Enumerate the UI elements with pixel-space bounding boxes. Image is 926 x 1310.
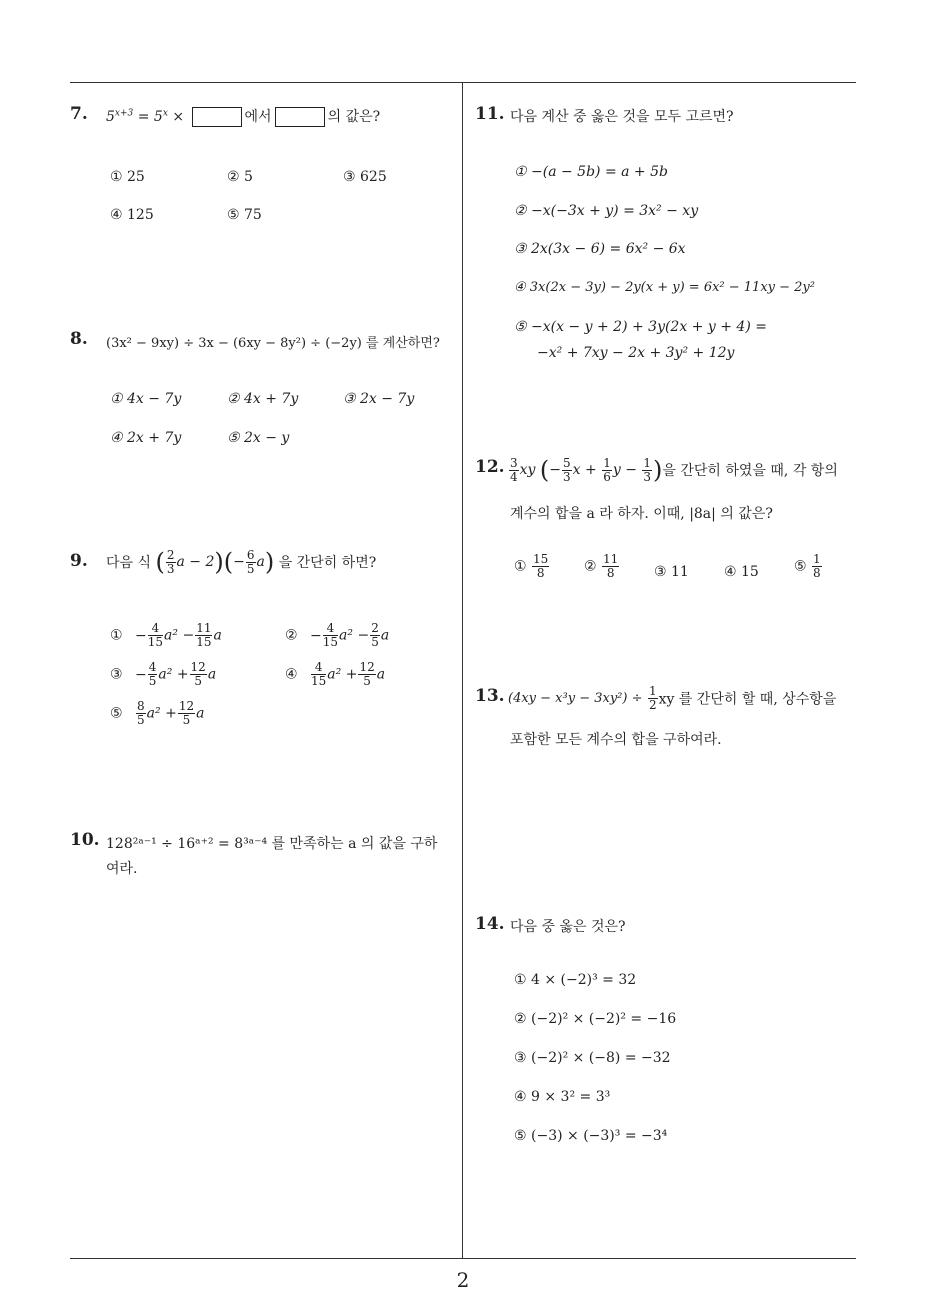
option[interactable]: ④ 2x + 7y	[110, 430, 182, 446]
question-stem: (3x² − 9xy) ÷ 3x − (6xy − 8y²) ÷ (−2y) 를 계산하면?	[106, 336, 440, 351]
option[interactable]: ④ 15	[724, 564, 759, 580]
answer-box	[192, 107, 242, 127]
option[interactable]: ④ 125	[110, 207, 154, 223]
option[interactable]: ② 5	[227, 169, 253, 185]
option[interactable]: ③ 2x(3x − 6) = 6x² − 6x	[514, 241, 686, 257]
question-stem: 다음 식 ( $\frac{2}{3}$ a − 2)(− $\frac{6}{5}$ a) 을 간단히 하면?	[106, 547, 377, 576]
top-rule	[70, 82, 856, 83]
question-number: 13.	[475, 686, 505, 706]
question-number: 10.	[70, 830, 100, 850]
fraction: $\frac{6}{5}$	[246, 547, 255, 576]
question-number: 12.	[475, 457, 505, 477]
option[interactable]: ② (−2)² × (−2)² = −16	[514, 1011, 677, 1027]
option[interactable]: ⑤ $\frac{8}{5}$ a² + $\frac{12}{5}$ a	[110, 699, 205, 727]
option[interactable]: ① $\frac{15}{8}$	[514, 552, 549, 580]
option[interactable]: ① − $\frac{4}{15}$ a² − $\frac{11}{15}$ a	[110, 621, 222, 649]
question-number: 14.	[475, 914, 505, 934]
page-number: 2	[456, 1268, 470, 1292]
option[interactable]: ⑤ −x(x − y + 2) + 3y(2x + y + 4) =	[514, 319, 767, 335]
option[interactable]: ③ (−2)² × (−8) = −32	[514, 1050, 671, 1066]
option[interactable]: ⑤ 2x − y	[227, 430, 290, 446]
answer-box	[275, 107, 325, 127]
option[interactable]: ③ 11	[654, 564, 689, 580]
question-stem: 다음 계산 중 옳은 것을 모두 고르면?	[510, 109, 734, 125]
option[interactable]: ⑤ 75	[227, 207, 262, 223]
question-stem: $\frac{3}{4}$ xy (− $\frac{5}{3}$ x + $\frac{1}{6}$ y − $\frac{1}{3}$ )을 간단히 하였을 때, 각 항의	[510, 455, 838, 484]
option[interactable]: ④ 9 × 3² = 3³	[514, 1089, 611, 1105]
option[interactable]: ① 25	[110, 169, 145, 185]
option[interactable]: ② $\frac{11}{8}$	[584, 552, 619, 580]
option[interactable]: ③ 625	[343, 169, 387, 185]
option[interactable]: ④ 3x(2x − 3y) − 2y(x + y) = 6x² − 11xy − 2y²	[514, 280, 815, 295]
option[interactable]: ③ 2x − 7y	[343, 391, 415, 407]
option[interactable]: ⑤ (−3) × (−3)³ = −3⁴	[514, 1128, 668, 1144]
question-stem: 128²ᵃ⁻¹ ÷ 16ᵃ⁺² = 8³ᵃ⁻⁴ 를 만족하는 a 의 값을 구하	[106, 836, 438, 852]
question-number: 8.	[70, 329, 88, 349]
question-number: 9.	[70, 551, 88, 571]
option[interactable]: ② −x(−3x + y) = 3x² − xy	[514, 203, 699, 219]
option[interactable]: ① 4x − 7y	[110, 391, 182, 407]
question-stem-cont: 포함한 모든 계수의 합을 구하여라.	[510, 732, 722, 748]
question-number: 11.	[475, 104, 505, 124]
question-number: 7.	[70, 104, 88, 124]
option-cont: −x² + 7xy − 2x + 3y² + 12y	[537, 345, 735, 361]
option[interactable]: ③ − $\frac{4}{5}$ a² + $\frac{12}{5}$ a	[110, 660, 217, 688]
option[interactable]: ① 4 × (−2)³ = 32	[514, 972, 637, 988]
question-stem-cont: 계수의 합을 a 라 하자. 이때, |8a| 의 값은?	[510, 506, 773, 522]
bottom-rule	[70, 1258, 856, 1259]
question-stem: (4xy − x³y − 3xy²) ÷ $\frac{1}{2}$ xy 를 간단히 할 때, 상수항을	[508, 684, 837, 712]
option[interactable]: ① −(a − 5b) = a + 5b	[514, 164, 668, 180]
question-stem: $5^{x+3} = 5^x$ × 에서 의 값은?	[106, 108, 381, 125]
column-divider	[462, 82, 463, 1259]
option[interactable]: ④ $\frac{4}{15}$ a² + $\frac{12}{5}$ a	[285, 660, 386, 688]
fraction: $\frac{2}{3}$	[166, 547, 175, 576]
option[interactable]: ② 4x + 7y	[227, 391, 299, 407]
option[interactable]: ⑤ $\frac{1}{8}$	[794, 552, 821, 580]
question-stem-cont: 여라.	[106, 861, 138, 877]
question-stem: 다음 중 옳은 것은?	[510, 919, 626, 935]
option[interactable]: ② − $\frac{4}{15}$ a² − $\frac{2}{5}$ a	[285, 621, 390, 649]
